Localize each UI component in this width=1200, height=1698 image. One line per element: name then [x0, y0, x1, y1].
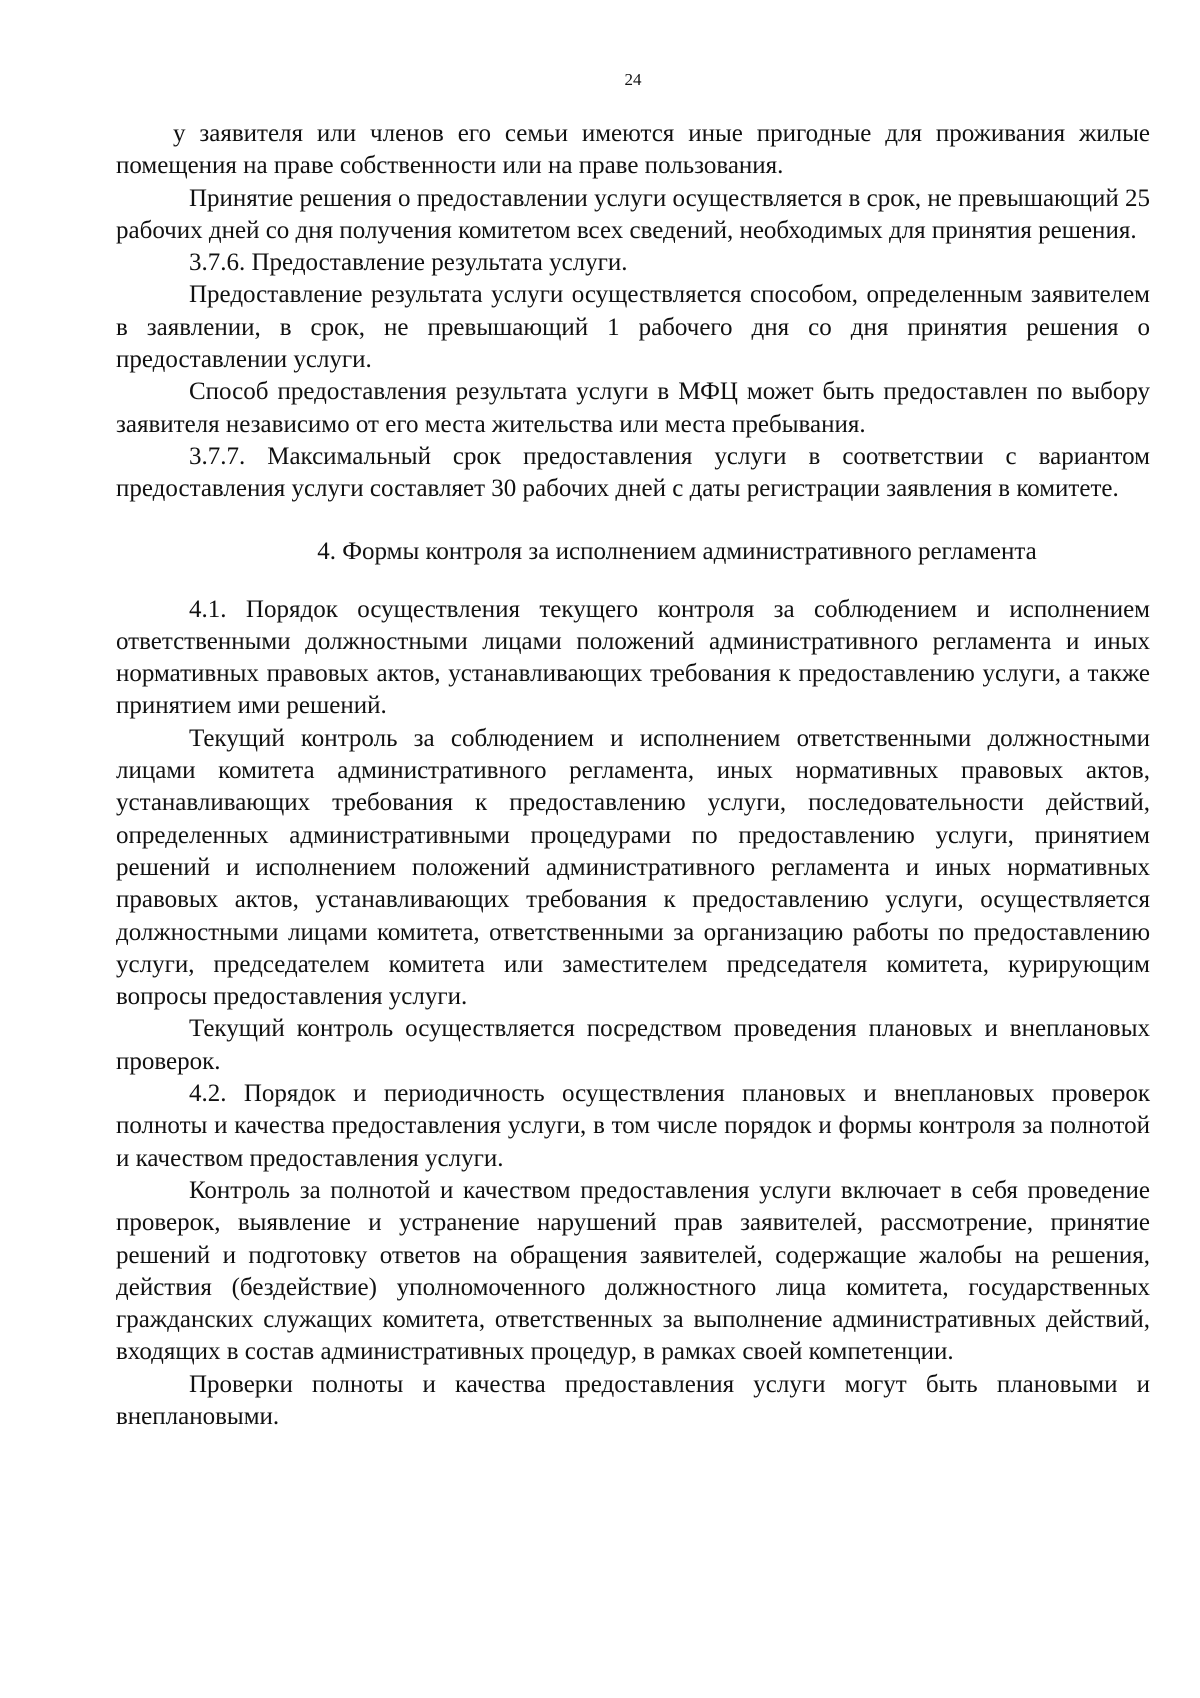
section-heading: 4. Формы контроля за исполнением административного регламента	[317, 537, 1037, 565]
paragraph-4-2-title: 4.2. Порядок и периодичность осуществления плановых и внеплановых проверок полноты и качества предоставления услуги, в том числе порядок и формы контроля за полнотой и качеством предоставления услуги.	[116, 1080, 1150, 1172]
paragraph-3-7-7-max-term: 3.7.7. Максимальный срок предоставления услуги в соответствии с вариантом предоставления услуги составляет 30 рабочих дней с даты регистрации заявления в комитете.	[116, 442, 1150, 503]
paragraph-inspection-types: Проверки полноты и качества предоставления услуги могут быть плановыми и внеплановыми.	[116, 1370, 1150, 1430]
paragraph-continuation: у заявителя или членов его семьи имеются иные пригодные для проживания жилые помещения на праве собственности или на праве пользования.	[116, 120, 1150, 180]
paragraph-4-1-title: 4.1. Порядок осуществления текущего контроля за соблюдением и исполнением ответственными должностными лицами положений административного регламента и иных нормативных правовых актов, устанавливающих требования к предоставлению услуги, а также принятием ими решений.	[116, 595, 1150, 720]
paragraph-3-7-6-title: 3.7.6. Предоставление результата услуги.	[189, 249, 628, 277]
document-body	[116, 118, 1150, 1433]
paragraph-quality-control: Контроль за полнотой и качеством предоставления услуги включает в себя проведение проверок, выявление и устранение нарушений прав заявителей, рассмотрение, принятие решений и подготовку ответов на обращения заявителей, содержащие жалобы на решения, действия (бездействие) уполномоченного должностного лица комитета, государственных гражданских служащих комитета, ответственных за выполнение административных действий, входящих в состав административных процедур, в рамках своей компетенции.	[116, 1176, 1150, 1366]
paragraph-current-control: Текущий контроль за соблюдением и исполнением ответственными должностными лицами комитета административного регламента, иных нормативных правовых актов, устанавливающих требования к предоставлению услуги, последовательности действий, определенных административными процедурами по предоставлению услуги, принятием решений и исполнением положений административного регламента и иных нормативных правовых актов, устанавливающих требования к предоставлению услуги, осуществляется должностными лицами комитета, ответственными за организацию работы по предоставлению услуги, председателем комитета или заместителем председателя комитета, курирующим вопросы предоставления услуги.	[116, 724, 1150, 1011]
paragraph-mfc-delivery: Способ предоставления результата услуги в МФЦ может быть предоставлен по выбору заявителя независимо от его места жительства или места пребывания.	[116, 378, 1150, 438]
page-number: 24	[624, 70, 642, 89]
paragraph-result-delivery: Предоставление результата услуги осуществляется способом, определенным заявителем в заявлении, в срок, не превышающий 1 рабочего дня со дня принятия решения о предоставлении услуги.	[116, 281, 1150, 374]
paragraph-control-method: Текущий контроль осуществляется посредством проведения плановых и внеплановых проверок.	[116, 1015, 1150, 1075]
paragraph-decision-term: Принятие решения о предоставлении услуги осуществляется в срок, не превышающий 25 рабочих дней со дня получения комитетом всех сведений, необходимых для принятия решения.	[116, 184, 1150, 244]
